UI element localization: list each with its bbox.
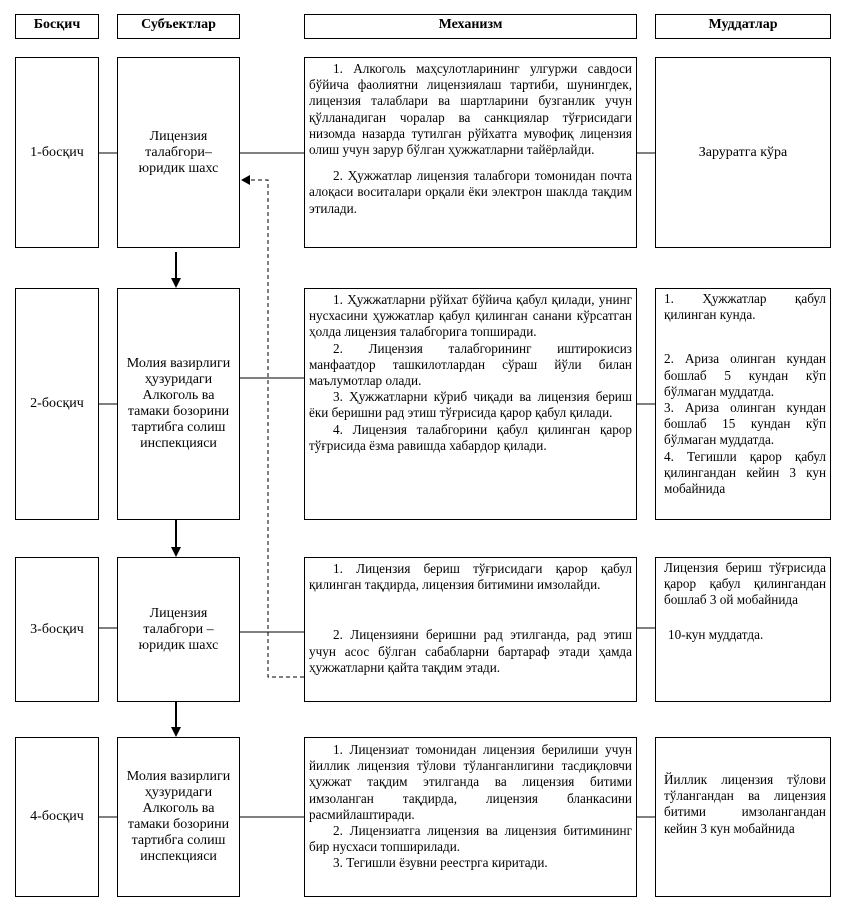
mechanism-step: 2. Лицензия талабгорининг иштирокисиз манфаатдор ташкилотлардан сўраш йўли билан маълумотлар олади. bbox=[309, 340, 632, 389]
stage-2-deadline bbox=[655, 288, 831, 520]
header-deadlines: Муддатлар bbox=[655, 14, 831, 39]
mechanism-step: 2. Лицензиатга лицензия ва лицензия битимининг бир нусхаси топширилади. bbox=[309, 823, 632, 855]
stage-1-label: 1-босқич bbox=[15, 57, 99, 248]
mechanism-step: 3. Ҳужжатларни кўриб чиқади ва лицензия бериш ёки беришни рад этиш тўғрисида қарор қабул қилади. bbox=[309, 389, 632, 421]
mechanism-step: 2. Ҳужжатлар лицензия талабгори томонидан почта алоқаси воситалари орқали ёки электрон шаклда тақдим этилади. bbox=[309, 168, 632, 216]
deadline-item: Лицензия бериш тўғрисида қарор қабул қилингандан бошлаб 3 ой мобайнида bbox=[664, 560, 826, 608]
stage-1-subject: Лицензия талабгори– юридик шахс bbox=[117, 57, 240, 248]
mechanism-step: 1. Лицензия бериш тўғрисидаги қарор қабул қилинган тақдирда, лицензия битимини имзолайди. bbox=[309, 561, 632, 593]
mechanism-step: 1. Алкоголь маҳсулотларининг улгуржи савдоси бўйича фаолиятни лицензиялаш тартиби, шунингдек, лицензия талаблари ва шартларини бузганлик учун қўлланадиган чоралар ва санкциялар тўғрисидаги низомда назарда тутилган рўйхатга мувофиқ лицензия олиш учун зарур бўлган ҳужжатларни тайёрлайди. bbox=[309, 61, 632, 158]
stage-4-subject: Молия вазирлиги ҳузуридаги Алкоголь ва тамаки бозорини тартибга солиш инспекцияси bbox=[117, 737, 240, 897]
stage-2-mechanism bbox=[304, 288, 637, 520]
mechanism-step: 2. Лицензияни беришни рад этилганда, рад этиш учун асос бўлган сабабларни бартараф этади ҳамда ҳужжатларни қайта тақдим этади. bbox=[309, 627, 632, 675]
deadline-item: 2. Ариза олинган кундан бошлаб 5 кундан кўп бўлмаган муддатда. bbox=[664, 351, 826, 399]
deadline-item: 10-кун муддатда. bbox=[668, 626, 764, 642]
stage-3-mechanism bbox=[304, 557, 637, 702]
stage-4-deadline bbox=[655, 737, 831, 897]
stage-2-subject: Молия вазирлиги ҳузуридаги Алкоголь ва тамаки бозорини тартибга солиш инспекцияси bbox=[117, 288, 240, 520]
stage-3-deadline bbox=[655, 557, 831, 702]
stage-3-subject: Лицензия талабгори – юридик шахс bbox=[117, 557, 240, 702]
deadline-item: 4. Тегишли қарор қабул қилингандан кейин 3 кун мобайнида bbox=[664, 448, 826, 497]
header-mechanism: Механизм bbox=[304, 14, 637, 39]
stage-1-deadline: Заруратга кўра bbox=[655, 57, 831, 248]
mechanism-step: 4. Лицензия талабгорини қабул қилинган қарор тўғрисида ёзма равишда хабардор қилади. bbox=[309, 421, 632, 453]
header-subjects: Субъектлар bbox=[117, 14, 240, 39]
stage-4-mechanism bbox=[304, 737, 637, 897]
header-stage: Босқич bbox=[15, 14, 99, 39]
deadline-item: Йиллик лицензия тўлови тўлангандан ва лицензия битими имзолангандан кейин 3 кун мобайнида bbox=[664, 772, 826, 836]
stage-3-label: 3-босқич bbox=[15, 557, 99, 702]
deadline-item: 3. Ариза олинган кундан бошлаб 15 кундан кўп бўлмаган муддатда. bbox=[664, 400, 826, 448]
stage-2-label: 2-босқич bbox=[15, 288, 99, 520]
mechanism-step: 3. Тегишли ёзувни реестрга киритади. bbox=[333, 855, 548, 871]
stage-4-label: 4-босқич bbox=[15, 737, 99, 897]
deadline-item: 1. Ҳужжатлар қабул қилинган кунда. bbox=[664, 291, 826, 323]
mechanism-step: 1. Ҳужжатларни рўйхат бўйича қабул қилади, унинг нусхасини ҳужжатлар қабул қилинган санани кўрсатган ҳолда лицензия талабгорига топширади. bbox=[309, 292, 632, 340]
mechanism-step: 1. Лицензиат томонидан лицензия берилиши учун йиллик лицензия тўлови тўланганлигини тасдиқловчи ҳужжат тақдим этилганда ва лицензия битими имзоланган тақдирда, лицензия бланкасини расмийлаштиради. bbox=[309, 742, 632, 822]
stage-1-mechanism bbox=[304, 57, 637, 248]
